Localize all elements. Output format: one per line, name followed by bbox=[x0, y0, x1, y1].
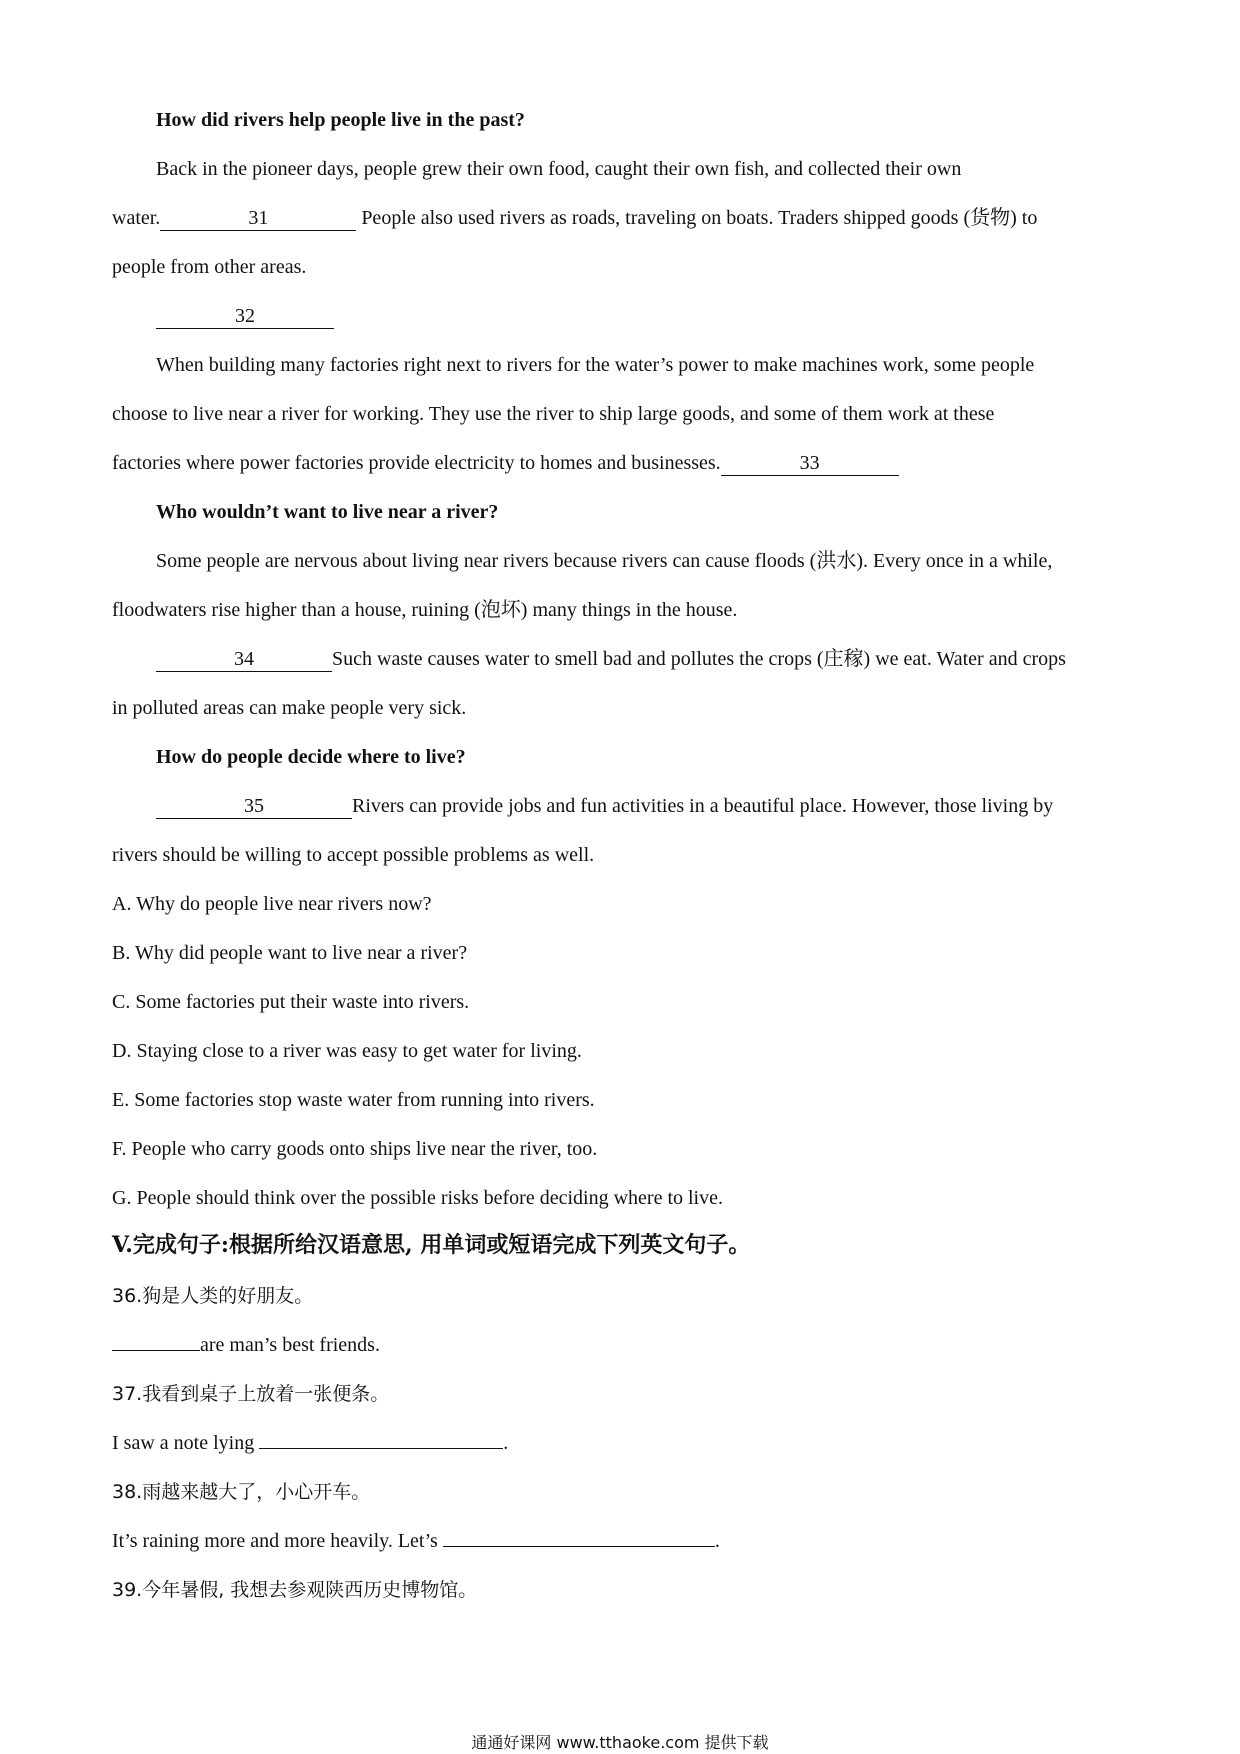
section-5-title: V.完成句子:根据所给汉语意思, 用单词或短语完成下列英文句子。 bbox=[112, 1232, 751, 1258]
text-segment: factories where power factories provide electricity to homes and businesses. bbox=[112, 452, 721, 474]
paragraph-5-line-1 bbox=[156, 792, 1186, 820]
paragraph-blank-32-line bbox=[156, 302, 1186, 330]
paragraph-4-line-2: in polluted areas can make people very sick. bbox=[112, 697, 467, 719]
paragraph-1-line-1: Back in the pioneer days, people grew their own food, caught their own fish, and collected their own bbox=[156, 158, 962, 180]
text-segment: . bbox=[503, 1432, 509, 1454]
answer-blank-36[interactable] bbox=[112, 1350, 200, 1351]
paragraph-1-line-2 bbox=[112, 204, 1142, 232]
heading-who: Who wouldn’t want to live near a river? bbox=[156, 501, 499, 523]
option-g: G. People should think over the possible risks before deciding where to live. bbox=[112, 1187, 723, 1209]
option-b: B. Why did people want to live near a river? bbox=[112, 942, 468, 964]
option-e: E. Some factories stop waste water from running into rivers. bbox=[112, 1089, 595, 1111]
blank-31[interactable]: 31 bbox=[160, 206, 356, 231]
answer-blank-37[interactable] bbox=[259, 1448, 503, 1449]
paragraph-2-line-2: choose to live near a river for working. They use the river to ship large goods, and some of them work at these bbox=[112, 403, 995, 425]
paragraph-3-line-2: floodwaters rise higher than a house, ruining (泡坏) many things in the house. bbox=[112, 599, 738, 621]
paragraph-4-line-1 bbox=[156, 645, 1186, 673]
paragraph-1-line-3: people from other areas. bbox=[112, 256, 307, 278]
option-d: D. Staying close to a river was easy to get water for living. bbox=[112, 1040, 582, 1062]
question-36-english bbox=[112, 1331, 1142, 1359]
text-segment: are man’s best friends. bbox=[200, 1334, 380, 1356]
paragraph-2-line-1: When building many factories right next to rivers for the water’s power to make machines work, some people bbox=[156, 354, 1035, 376]
text-segment: It’s raining more and more heavily. Let’s bbox=[112, 1530, 443, 1552]
question-39-chinese: 39.今年暑假, 我想去参观陕西历史博物馆。 bbox=[112, 1579, 478, 1601]
question-37-chinese: 37.我看到桌子上放着一张便条。 bbox=[112, 1383, 390, 1405]
text-segment: . bbox=[714, 1530, 720, 1552]
blank-35[interactable]: 35 bbox=[156, 794, 352, 819]
footer-watermark: 通通好课网 www.tthaoke.com 提供下载 bbox=[471, 1733, 769, 1752]
question-37-english bbox=[112, 1429, 1142, 1457]
paragraph-3-line-1: Some people are nervous about living near rivers because rivers can cause floods (洪水). Every once in a while, bbox=[156, 550, 1053, 572]
answer-blank-38[interactable] bbox=[443, 1546, 715, 1547]
blank-33[interactable]: 33 bbox=[721, 451, 899, 476]
question-36-chinese: 36.狗是人类的好朋友。 bbox=[112, 1285, 314, 1307]
paragraph-5-line-2: rivers should be willing to accept possible problems as well. bbox=[112, 844, 595, 866]
text-segment: Rivers can provide jobs and fun activities in a beautiful place. However, those living by bbox=[352, 795, 1054, 817]
question-38-chinese: 38.雨越来越大了，小心开车。 bbox=[112, 1481, 371, 1503]
text-segment: People also used rivers as roads, traveling on boats. Traders shipped goods (货物) to bbox=[356, 207, 1038, 229]
heading-past: How did rivers help people live in the past? bbox=[156, 109, 525, 131]
text-segment: I saw a note lying bbox=[112, 1432, 260, 1454]
question-38-english bbox=[112, 1527, 1142, 1555]
text-segment: Such waste causes water to smell bad and pollutes the crops (庄稼) we eat. Water and crops bbox=[332, 648, 1066, 670]
option-f: F. People who carry goods onto ships live near the river, too. bbox=[112, 1138, 598, 1160]
option-c: C. Some factories put their waste into rivers. bbox=[112, 991, 470, 1013]
blank-32[interactable]: 32 bbox=[156, 304, 334, 329]
paragraph-2-line-3 bbox=[112, 449, 1142, 477]
heading-how: How do people decide where to live? bbox=[156, 746, 466, 768]
text-segment: water. bbox=[112, 207, 161, 229]
blank-34[interactable]: 34 bbox=[156, 647, 332, 672]
option-a: A. Why do people live near rivers now? bbox=[112, 893, 432, 915]
